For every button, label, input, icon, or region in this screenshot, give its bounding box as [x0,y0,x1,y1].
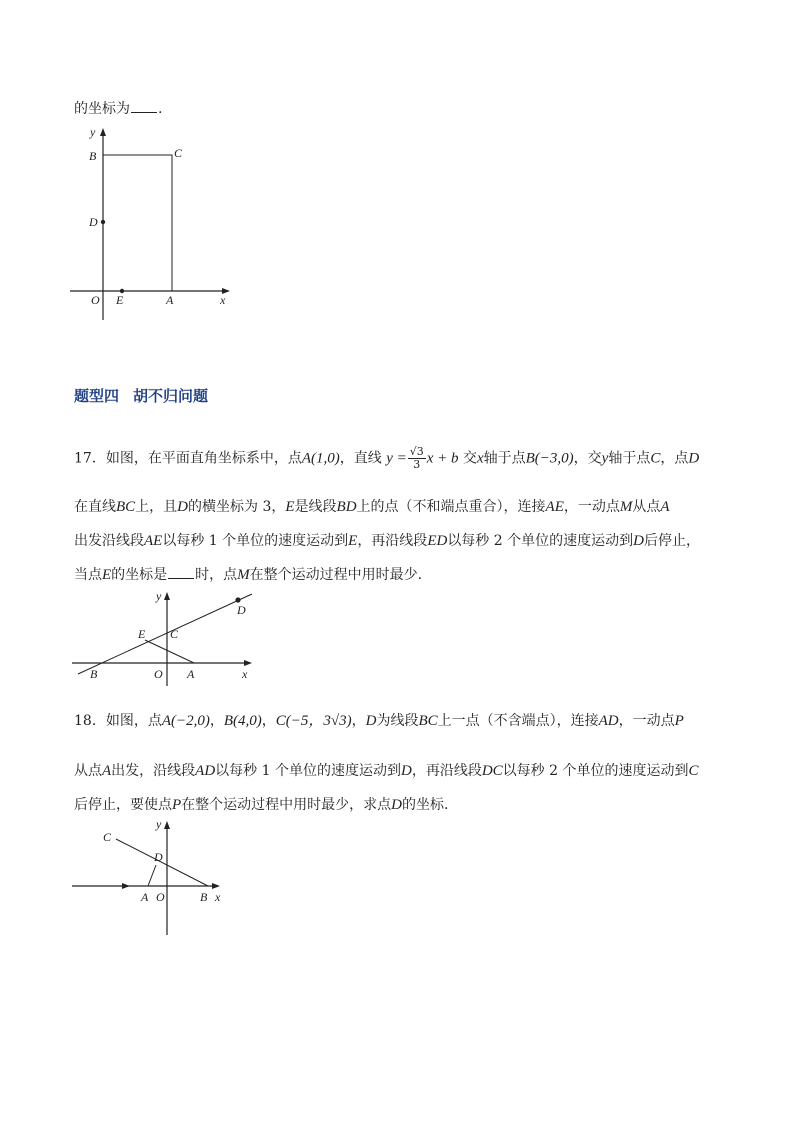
fig1-label-x: x [220,293,226,307]
q17-line-4: 当点E的坐标是 时，点M在整个运动过程中用时最少. [74,567,423,583]
fig3-label-O: O [156,890,165,904]
q18-line-2: 从点A出发，沿线段AD以每秒 1 个单位的速度运动到D，再沿线段DC以每秒 2 个单位的速度运动到C [74,763,699,779]
fig1-label-O: O [91,293,100,307]
fig1-label-A: A [166,293,174,307]
fig2-label-E: E [138,627,146,641]
figure-1 [70,122,240,322]
fig3-label-x: x [215,890,221,904]
q18-line-1: 18．如图，点A(−2,0)，B(4,0)，C(−5，3√3)，D为线段BC上一点（不含端点），连接AD，一动点P [74,713,684,729]
fig2-label-B: B [90,667,98,681]
fig1-label-C: C [174,146,183,160]
fig3-label-D: D [154,850,163,864]
fig2-label-C: C [170,627,179,641]
answer-blank [131,100,157,113]
intro-line: 的坐标为 . [74,101,163,117]
q17-line-1: 17．如图，在平面直角坐标系中，点A(1,0)，直线 y = $\frac{√3}{3}$ x + b 交x轴于点B(−3,0)，交y轴于点C，点D [74,445,700,471]
fig2-label-D: D [237,603,246,617]
fig2-label-y: y [156,589,162,603]
figure-3 [70,815,240,940]
fig2-label-x: x [242,667,248,681]
fig1-label-y: y [90,125,96,139]
fig1-label-B: B [89,149,97,163]
fig3-label-A: A [141,890,149,904]
q18-line-3: 后停止，要使点P在整个运动过程中用时最少，求点D的坐标. [74,797,449,813]
fig2-label-A: A [187,667,195,681]
q17-line-2: 在直线BC上，且D的横坐标为 3，E是线段BD上的点（不和端点重合），连接AE，一动点M从点A [74,499,670,515]
fig2-label-O: O [154,667,163,681]
figure-2 [70,588,270,688]
answer-blank [168,566,194,579]
fig3-label-y: y [156,817,162,831]
fig1-label-E: E [116,293,124,307]
q17-line-3: 出发沿线段AE以每秒 1 个单位的速度运动到E，再沿线段ED以每秒 2 个单位的速度运动到D后停止， [74,533,700,549]
fig1-label-D: D [89,215,98,229]
fig3-label-B: B [200,890,208,904]
section-heading: 题型四 胡不归问题 [74,387,209,405]
q17-fraction: $\frac{√3}{3}$ [409,445,424,471]
fig3-label-C: C [103,830,112,844]
